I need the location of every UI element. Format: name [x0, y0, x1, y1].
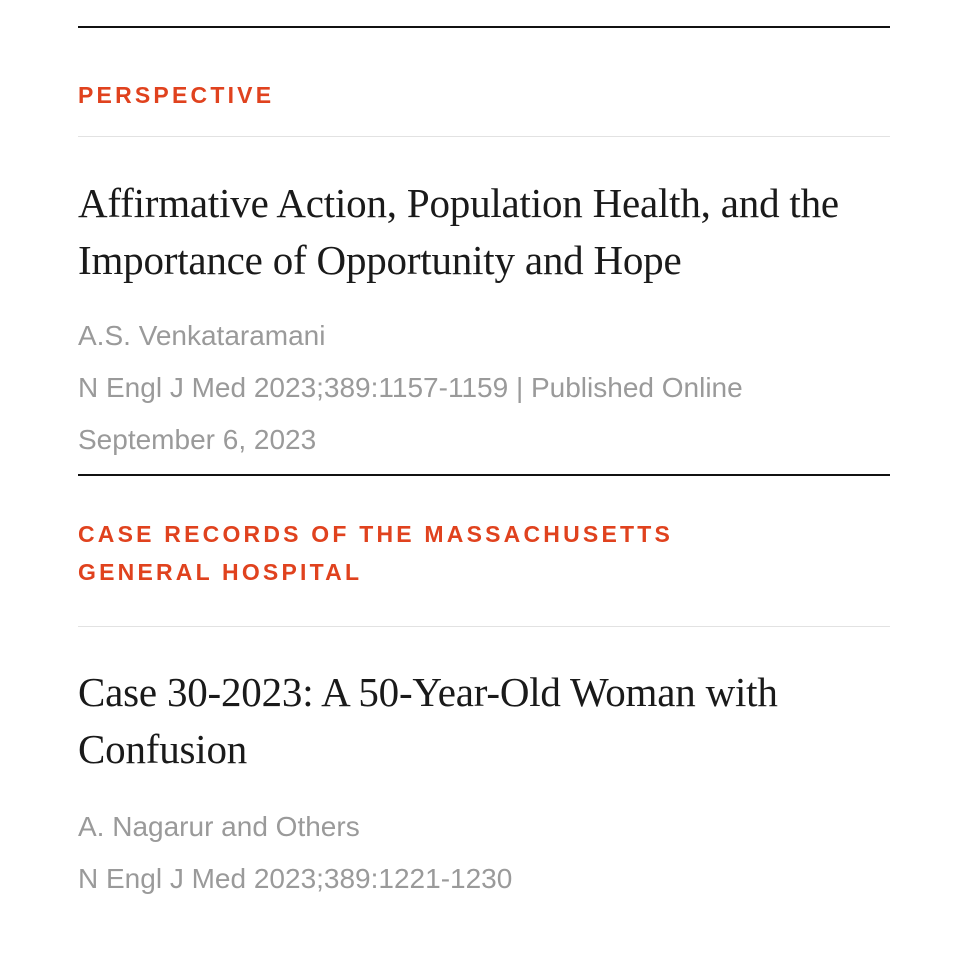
article-authors: A.S. Venkataramani — [78, 320, 326, 351]
category-divider — [78, 626, 890, 627]
article-list — [78, 0, 890, 905]
article-card — [78, 474, 890, 905]
article-card — [78, 26, 890, 466]
article-authors: A. Nagarur and Others — [78, 811, 360, 842]
article-title[interactable]: Affirmative Action, Population Health, and the Importance of Opportunity and Hope — [78, 180, 839, 283]
article-title[interactable]: Case 30-2023: A 50-Year-Old Woman with Confusion — [78, 669, 778, 772]
section-divider — [78, 26, 890, 28]
category-label[interactable]: CASE RECORDS OF THE MASSACHUSETTS GENERAL HOSPITAL — [78, 521, 674, 585]
category-label[interactable]: PERSPECTIVE — [78, 82, 275, 108]
article-citation: N Engl J Med 2023;389:1221-1230 — [78, 863, 513, 894]
section-divider — [78, 474, 890, 476]
category-divider — [78, 136, 890, 137]
article-citation: N Engl J Med 2023;389:1157-1159 | Published Online September 6, 2023 — [78, 372, 743, 455]
